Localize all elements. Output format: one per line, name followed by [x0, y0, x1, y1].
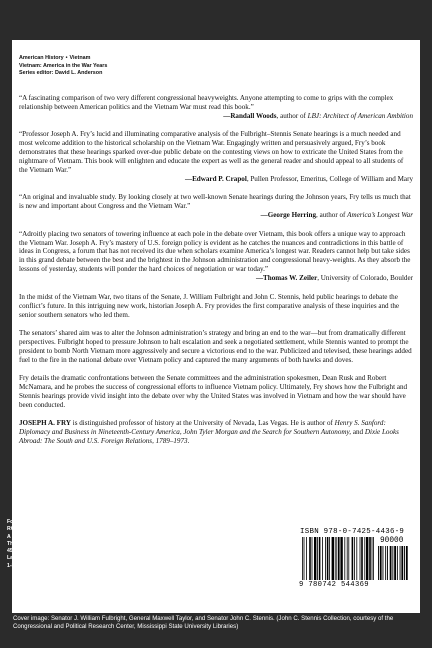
quote-text: “Adroitly placing two senators of towering influence at each pole in the debate over Vietnam, this book offers a unique way to approach the Vietnam War. Joseph A. Fry’s mastery of U.S. foreign policy is evident as he catches the nuances and contradictions in this battle of ideas in Congress, a forum that has not received its due when scholars examine America’s longest war. Readers cannot help but take sides in this grand debate between the best and the brightest in the Johnson administration and congressional heavy-weights. As they absorb the lessons of yesterday, students will ponder the hard choices of negotiation or war today.”: [19, 229, 411, 274]
barcode-bar: [317, 537, 318, 580]
attribution-affiliation: , author of: [276, 111, 308, 120]
barcode-bar: [314, 537, 316, 580]
attribution-affiliation: , author of: [316, 211, 348, 220]
quote-attribution: [19, 112, 413, 121]
description-paragraph-1: In the midst of the Vietnam War, two titans of the Senate, J. William Fulbright and John C. Stennis, held public hearings to debate the conflict’s future. In this intriguing new work, historian Joseph A. Fry provides the first comparative analysis of these inquiries and the senior southern senators who led them.: [19, 292, 400, 319]
description-paragraph-2: The senators’ shared aim was to alter the Johnson administration’s strategy and bring an end to the war—but from dramatically different perspectives. Fulbright hoped to pressure Johnson to halt escalation and seek a negotiated settlement, while Stennis wanted to prompt the president to bomb North Vietnam more aggressively and secure a victorious end to the war. Publicized and televised, these hearings added fuel to the fire in the national debate over Vietnam policy and captured the many arguments of both hawks and doves.: [19, 328, 412, 364]
attribution-affiliation: , Pullen Professor, Emeritus, College of William and Mary: [246, 174, 413, 183]
barcode-bar: [400, 546, 401, 580]
series-editor: Series editor: David L. Anderson: [19, 70, 103, 77]
barcode-bar: [302, 537, 303, 580]
author-bio-text: and: [351, 428, 365, 437]
author-bio: [19, 419, 413, 446]
barcode-bar: [340, 537, 342, 580]
bullet-separator: •: [65, 55, 68, 61]
barcode-bar: [309, 537, 311, 580]
category-american-history: American History: [19, 55, 64, 61]
barcode-bar: [373, 537, 374, 580]
author-bio-text: .: [187, 436, 190, 445]
book-description: [19, 293, 413, 446]
barcode-bar: [325, 537, 326, 580]
series-info: [19, 55, 107, 78]
quote-3: [19, 193, 413, 220]
publisher-line: ROWMAN & LITTLEFIELD PUBLISHERS, INC.: [7, 526, 119, 533]
barcode-bar: [360, 537, 361, 580]
barcode-bar: [387, 546, 388, 580]
barcode-bar: [406, 546, 408, 580]
barcode-bar: [397, 546, 398, 580]
barcode-bar: [335, 537, 336, 580]
barcode-bar: [347, 537, 348, 580]
barcode-bar: [338, 537, 340, 580]
quote-attribution: [19, 211, 413, 220]
series-title: Vietnam: America in the War Years: [19, 62, 108, 69]
publisher-line: Lanham, Maryland 20706: [7, 555, 69, 562]
cover-credit-label: Cover image:: [13, 615, 50, 622]
barcode-bar: [366, 537, 368, 580]
series-categories: [19, 55, 107, 63]
attribution-name: —Edward P. Crapol: [184, 174, 247, 183]
attribution-name: —Thomas W. Zeiler: [255, 274, 318, 283]
barcode-bar: [369, 537, 371, 580]
quote-1: [19, 94, 413, 121]
barcode-bar: [401, 546, 403, 580]
quote-attribution: [19, 274, 413, 283]
attribution-name: —George Herring: [260, 211, 317, 220]
barcode-bar: [354, 537, 355, 580]
publisher-line: For orders and information please contact the publisher: [7, 519, 146, 525]
author-book-titles: Henry S. Sanford: Diplomacy and Business in Nineteenth-Century America, John Tyler Morgan and the Search for Southern Autonomy,: [19, 419, 386, 437]
barcode-bar: [392, 546, 393, 580]
quote-4: [19, 230, 413, 283]
quote-text: “Professor Joseph A. Fry’s lucid and illuminating comparative analysis of the Fulbright–Stennis Senate hearings is a much needed and most welcome addition to the historical scholarship on the Vietnam War. Engagingly written and persuasively argued, Fry’s book demonstrates that these hearings sparked over-due public debate on the contesting views on how to extricate the United States from the nightmare of Vietnam. This book will enlighten and educate the expert as well as the general reader and should appeal to all students of the Vietnam War.”: [19, 130, 404, 174]
barcode-bar: [304, 537, 305, 580]
barcode-bar: [372, 537, 373, 580]
barcode-bar: [327, 537, 329, 580]
author-name: JOSEPH A. FRY: [19, 419, 71, 428]
publisher-line: The Rowman & Littlefield Publishing Group, Inc.: [7, 540, 126, 547]
publisher-info: [7, 519, 147, 570]
barcode-bar: [361, 537, 363, 580]
author-book-title: Dixie Looks Abroad: The South and U.S. Foreign Relations, 1789–1973: [19, 428, 399, 445]
barcode-bar: [336, 537, 337, 580]
barcode-bar: [332, 537, 334, 580]
publisher-line: 4501 Forbes Boulevard, Suite 200: [7, 548, 90, 555]
barcode-bar: [344, 537, 345, 580]
barcode-digits: 9 780742 544369: [299, 581, 369, 589]
barcode-bar: [306, 537, 307, 580]
barcode-bar: [394, 546, 396, 580]
attribution-affiliation: , University of Colorado, Boulder: [317, 274, 413, 283]
barcode-bar: [352, 537, 354, 580]
content-column: [19, 94, 413, 455]
cover-credit-text: Senator J. William Fulbright, General Maxwell Taylor, and Senator John C. Stennis. (John C. Stennis Collection, courtesy of the Congressional and Political Research Center, Mississippi State University Libraries): [13, 615, 394, 631]
barcode-bar: [322, 537, 323, 580]
publisher-line: A wholly owned subsidiary of: [7, 533, 80, 540]
barcode-bar: [312, 537, 313, 580]
description-paragraph-3: Fry details the dramatic confrontations between the Senate committees and the administration spokesmen, Dean Rusk and Robert McNamara, and he probes the success of congressional efforts to influence Vietnam policy. Ultimately, Fry shows how the Fulbright and Stennis hearings provide vivid insight into the debate over why the United States was involved in Vietnam and how the war should have been conducted.: [19, 374, 408, 409]
isbn-number: ISBN 978-0-7425-4436-9: [300, 528, 405, 536]
barcode-bar: [348, 537, 349, 580]
category-vietnam: Vietnam: [69, 55, 91, 61]
barcode-bar: [383, 546, 384, 580]
price-code: 90000: [380, 537, 404, 545]
barcode-bar: [356, 537, 357, 580]
quote-2: [19, 130, 413, 183]
barcode-bar: [380, 546, 382, 580]
attribution-book-title: LBJ: Architect of American Ambition: [307, 111, 413, 120]
ean-barcode-bars: [302, 537, 374, 580]
barcode-bar: [385, 546, 386, 580]
quote-text: “A fascinating comparison of two very different congressional heavyweights. Anyone attempting to come to grips with the complex relationship between American politics and the Vietnam War must read this book.”: [19, 94, 394, 111]
publisher-line: 1-800-462-6420 ● www.rowmanlittlefield.com: [7, 562, 117, 569]
barcode-bar: [378, 546, 379, 580]
quote-text: “An original and invaluable study. By looking closely at two well-known Senate hearings during the Johnson years, Fry tells us much that is new and important about Congress and the Vietnam War.”: [19, 193, 411, 211]
addon-barcode-bars: [378, 546, 408, 580]
author-bio-text: is distinguished professor of history at the University of Nevada, Las Vegas. He is author of: [70, 419, 335, 428]
attribution-name: —Randall Woods: [223, 111, 277, 120]
barcode-bar: [390, 546, 392, 580]
barcode-bar: [329, 537, 330, 580]
isbn-barcode: [296, 527, 414, 593]
attribution-book-title: America’s Longest War: [347, 211, 413, 220]
cover-image-credit: [13, 615, 423, 632]
quote-attribution: [19, 175, 413, 184]
barcode-bar: [319, 537, 321, 580]
barcode-bar: [364, 537, 365, 580]
barcode-bar: [404, 546, 405, 580]
